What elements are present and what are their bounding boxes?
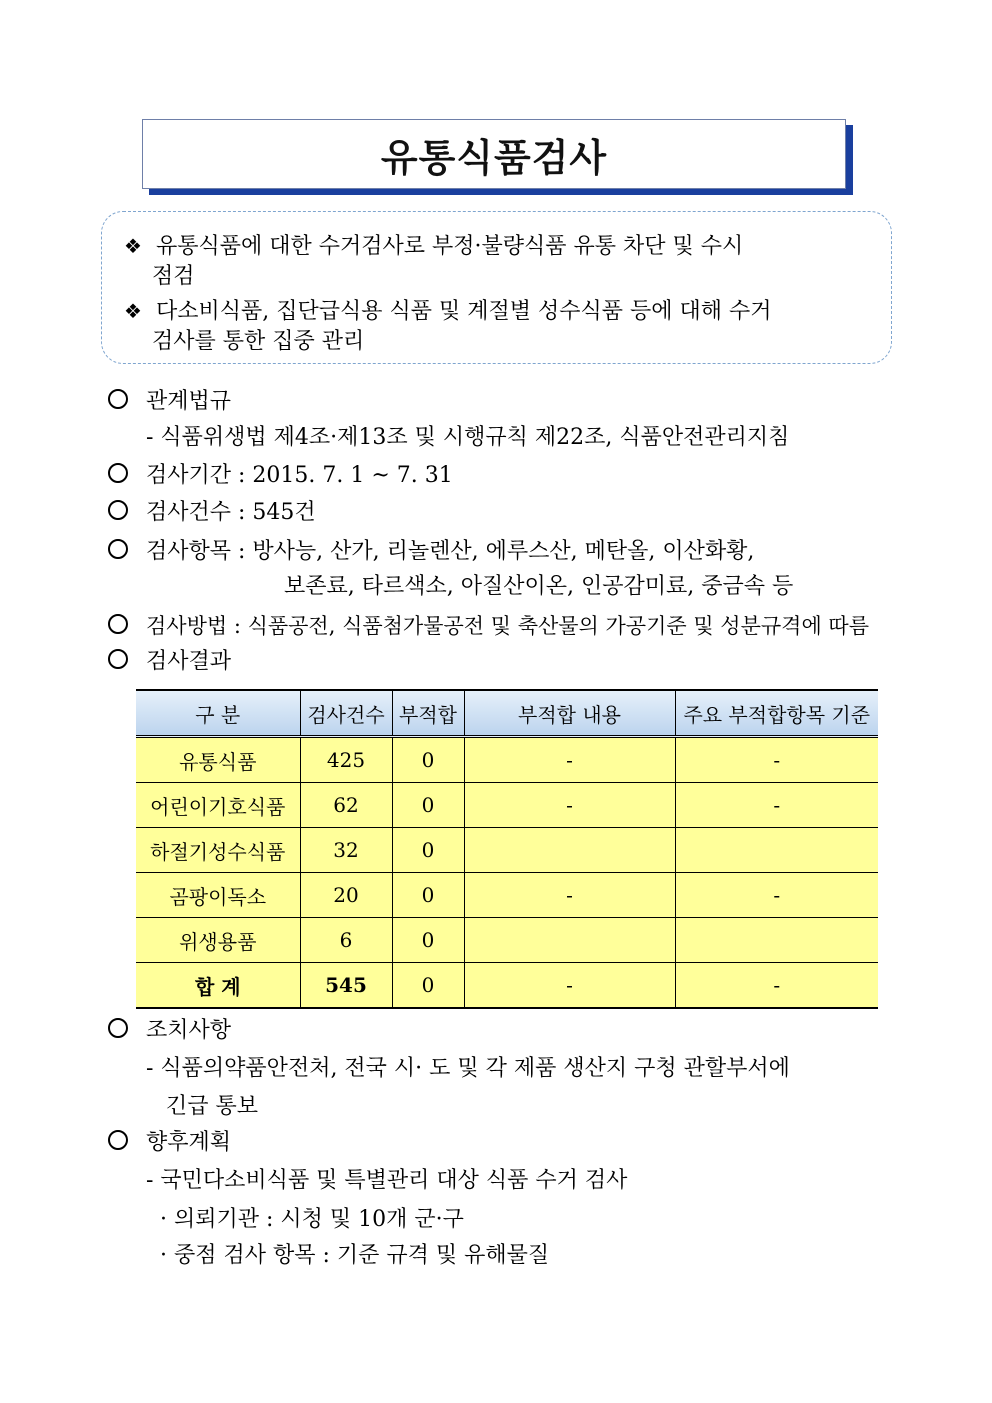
cell-fail: 0 — [392, 873, 464, 918]
diamond-bullet-icon: ❖ — [124, 299, 142, 323]
law-heading: 관계법규 — [146, 389, 232, 414]
header-count: 검사건수 — [300, 690, 392, 737]
circle-bullet-icon — [108, 1018, 128, 1038]
cell-fail-content: - — [464, 737, 675, 783]
cell-category: 곰팡이독소 — [136, 873, 300, 918]
table-total-row — [136, 963, 878, 1009]
diamond-bullet-icon: ❖ — [124, 234, 142, 258]
header-fail-content: 부적합 내용 — [464, 690, 675, 737]
summary-box — [101, 211, 892, 364]
table-row — [136, 828, 878, 873]
action-detail-1: - 식품의약품안전처, 전국 시· 도 및 각 제품 생산지 구청 관할부서에 — [146, 1056, 790, 1081]
cell-fail-criteria: - — [675, 783, 878, 828]
section-method — [108, 611, 869, 641]
action-detail-2: 긴급 통보 — [166, 1094, 259, 1119]
cell-count: 32 — [300, 828, 392, 873]
cell-count: 62 — [300, 783, 392, 828]
section-plan — [108, 1128, 231, 1158]
cell-fail-content — [464, 918, 675, 963]
table-row — [136, 918, 878, 963]
section-count — [108, 498, 316, 528]
cell-category: 유통식품 — [136, 737, 300, 783]
cell-count: 20 — [300, 873, 392, 918]
results-table — [136, 689, 878, 1009]
section-period — [108, 461, 453, 491]
summary-item-2-cont: 검사를 통한 집중 관리 — [152, 329, 365, 354]
table-header-row — [136, 690, 878, 737]
circle-bullet-icon — [108, 500, 128, 520]
action-heading: 조치사항 — [146, 1018, 232, 1043]
cell-fail-criteria — [675, 918, 878, 963]
cell-total-label: 합 계 — [136, 963, 300, 1009]
cell-fail-criteria: - — [675, 873, 878, 918]
cell-fail: 0 — [392, 737, 464, 783]
page-title: 유통식품검사 — [380, 135, 608, 180]
cell-fail-content: - — [464, 783, 675, 828]
cell-total-fail-criteria: - — [675, 963, 878, 1009]
circle-bullet-icon — [108, 463, 128, 483]
summary-item-2 — [124, 296, 861, 327]
cell-fail-criteria — [675, 828, 878, 873]
plan-sub-1: · 의뢰기관 : 시청 및 10개 군·구 — [160, 1207, 464, 1232]
cell-fail: 0 — [392, 828, 464, 873]
plan-heading: 향후계획 — [146, 1130, 232, 1155]
count-text: 검사건수 : 545건 — [146, 500, 316, 525]
cell-count: 6 — [300, 918, 392, 963]
header-fail-criteria: 주요 부적합항목 기준 — [675, 690, 878, 737]
section-action — [108, 1016, 231, 1046]
method-text: 검사방법 : 식품공전, 식품첨가물공전 및 축산물의 가공기준 및 성분규격에 따름 — [146, 614, 869, 638]
cell-total-count: 545 — [300, 963, 392, 1009]
table-row — [136, 737, 878, 783]
law-detail: - 식품위생법 제4조·제13조 및 시행규칙 제22조, 식품안전관리지침 — [146, 425, 790, 450]
header-fail: 부적합 — [392, 690, 464, 737]
cell-total-fail-content: - — [464, 963, 675, 1009]
items-text-1: 검사항목 : 방사능, 산가, 리놀렌산, 에루스산, 메탄올, 이산화황, — [146, 539, 755, 564]
cell-fail: 0 — [392, 918, 464, 963]
cell-fail-content — [464, 828, 675, 873]
cell-category: 어린이기호식품 — [136, 783, 300, 828]
cell-count: 425 — [300, 737, 392, 783]
circle-bullet-icon — [108, 614, 128, 634]
section-result — [108, 647, 231, 677]
circle-bullet-icon — [108, 1130, 128, 1150]
header-category: 구 분 — [136, 690, 300, 737]
plan-detail: - 국민다소비식품 및 특별관리 대상 식품 수거 검사 — [146, 1168, 628, 1193]
cell-category: 위생용품 — [136, 918, 300, 963]
section-law — [108, 387, 231, 417]
cell-fail: 0 — [392, 783, 464, 828]
cell-fail-criteria: - — [675, 737, 878, 783]
cell-fail-content: - — [464, 873, 675, 918]
summary-item-2-text: 다소비식품, 집단급식용 식품 및 계절별 성수식품 등에 대해 수거 — [156, 299, 772, 324]
cell-total-fail: 0 — [392, 963, 464, 1009]
plan-sub-2: · 중점 검사 항목 : 기준 규격 및 유해물질 — [160, 1243, 550, 1268]
circle-bullet-icon — [108, 649, 128, 669]
circle-bullet-icon — [108, 389, 128, 409]
summary-item-1-cont: 점검 — [152, 264, 195, 289]
summary-item-1 — [124, 231, 861, 262]
result-heading: 검사결과 — [146, 649, 232, 674]
items-text-2: 보존료, 타르색소, 아질산이온, 인공감미료, 중금속 등 — [284, 574, 794, 599]
title-box — [142, 119, 846, 189]
cell-category: 하절기성수식품 — [136, 828, 300, 873]
period-text: 검사기간 : 2015. 7. 1 ~ 7. 31 — [146, 463, 453, 488]
table-row — [136, 873, 878, 918]
table-row — [136, 783, 878, 828]
summary-item-1-text: 유통식품에 대한 수거검사로 부정·불량식품 유통 차단 및 수시 — [156, 234, 744, 259]
circle-bullet-icon — [108, 539, 128, 559]
section-items — [108, 537, 754, 567]
